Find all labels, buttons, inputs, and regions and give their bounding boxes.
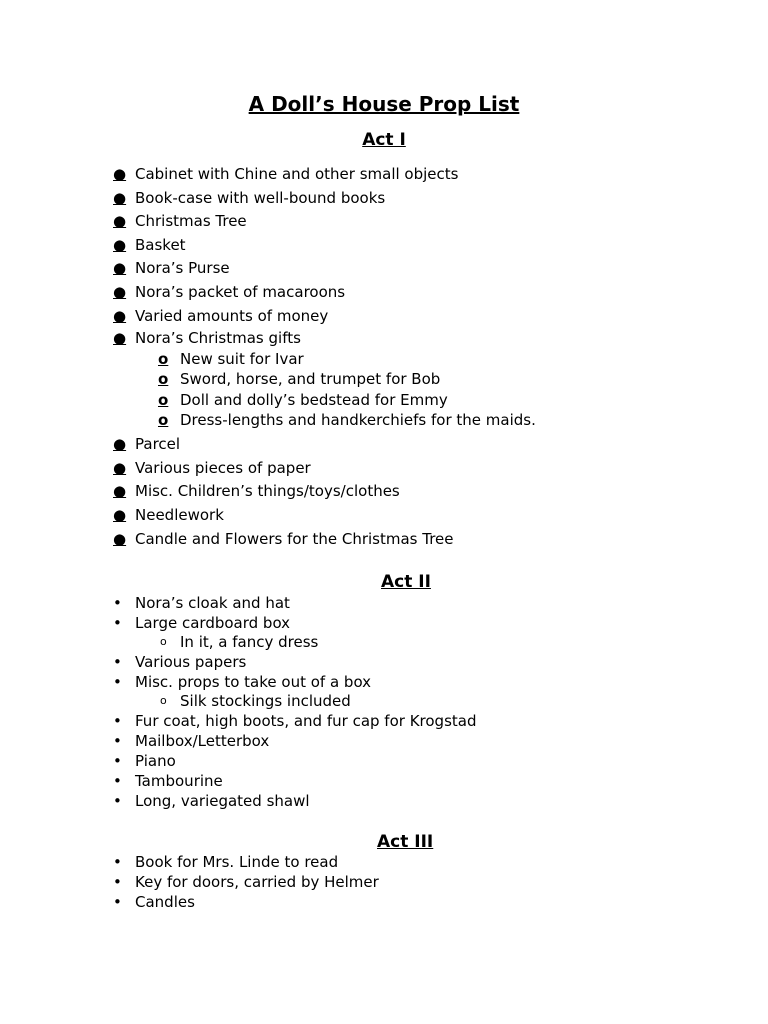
bullet-marker: ● bbox=[113, 329, 127, 348]
sub-item-text: Doll and dolly’s bedstead for Emmy bbox=[180, 390, 448, 409]
act-3-heading: Act III bbox=[377, 832, 434, 852]
circle-marker: o bbox=[158, 390, 169, 409]
list-item bbox=[0, 234, 536, 258]
bullet-marker: ● bbox=[113, 482, 127, 501]
act-3-prop-list bbox=[0, 852, 379, 912]
list-item-text: Nora’s Purse bbox=[135, 259, 230, 278]
list-item-text: Book-case with well-bound books bbox=[135, 188, 386, 207]
bullet-marker: ● bbox=[113, 259, 127, 278]
list-item: • Various papers bbox=[0, 652, 476, 672]
list-item-text: Parcel bbox=[135, 435, 181, 454]
list-item-text: Nora’s packet of macaroons bbox=[135, 282, 346, 301]
list-item bbox=[0, 504, 536, 528]
list-item bbox=[0, 328, 536, 349]
document-title: A Doll’s House Prop List bbox=[248, 92, 520, 116]
circle-marker: o bbox=[158, 411, 169, 430]
list-item-text: Cabinet with Chine and other small objects bbox=[135, 165, 459, 183]
list-item: • Book for Mrs. Linde to read bbox=[0, 852, 379, 872]
sub-item-text: Sword, horse, and trumpet for Bob bbox=[180, 370, 441, 389]
list-item-text: Various pieces of paper bbox=[135, 458, 311, 477]
bullet-marker: ● bbox=[113, 188, 127, 207]
bullet-marker: ● bbox=[113, 435, 127, 454]
sub-list-item bbox=[0, 410, 536, 433]
circle-marker: o bbox=[158, 349, 169, 368]
bullet-marker: ● bbox=[113, 235, 127, 254]
list-item: • Mailbox/Letterbox bbox=[0, 731, 476, 751]
bullet-marker: ● bbox=[113, 212, 127, 231]
list-item bbox=[0, 528, 536, 552]
list-item: • Nora’s cloak and hat bbox=[0, 593, 476, 613]
sub-list-item bbox=[0, 349, 536, 369]
list-item: • Key for doors, carried by Helmer bbox=[0, 872, 379, 892]
act-2-heading: Act II bbox=[381, 572, 431, 592]
bullet-marker: ● bbox=[113, 529, 127, 548]
sub-item-text: Dress-lengths and handkerchiefs for the maids. bbox=[180, 411, 536, 430]
list-item bbox=[0, 163, 536, 187]
list-item: • Tambourine bbox=[0, 771, 476, 791]
list-item-text: Misc. Children’s things/toys/clothes bbox=[135, 482, 400, 501]
list-item-text: Basket bbox=[135, 235, 186, 254]
list-item: • Candles bbox=[0, 892, 379, 912]
bullet-marker: ● bbox=[113, 306, 127, 325]
list-item bbox=[0, 457, 536, 481]
list-item bbox=[0, 305, 536, 329]
list-item: • Piano bbox=[0, 751, 476, 771]
list-item bbox=[0, 257, 536, 281]
list-item bbox=[0, 210, 536, 234]
list-item: • Fur coat, high boots, and fur cap for Krogstad bbox=[0, 711, 476, 731]
list-item bbox=[0, 433, 536, 457]
act-1-heading: Act I bbox=[362, 130, 406, 150]
list-item bbox=[0, 281, 536, 305]
act-1-prop-list bbox=[0, 163, 536, 551]
list-item: • Misc. props to take out of a box bbox=[0, 672, 476, 692]
sub-list-item bbox=[0, 369, 536, 389]
bullet-marker: ● bbox=[113, 282, 127, 301]
sub-list-item: o In it, a fancy dress bbox=[0, 633, 476, 652]
list-item-text: Christmas Tree bbox=[135, 212, 247, 231]
list-item-text: Nora’s Christmas gifts bbox=[135, 329, 301, 348]
list-item: • Long, variegated shawl bbox=[0, 791, 476, 811]
sub-item-text: New suit for Ivar bbox=[180, 349, 304, 368]
bullet-marker: ● bbox=[113, 458, 127, 477]
sub-list-item: o Silk stockings included bbox=[0, 692, 476, 711]
list-item-text: Varied amounts of money bbox=[135, 306, 329, 325]
bullet-marker: ● bbox=[113, 165, 127, 183]
list-item bbox=[0, 480, 536, 504]
list-item-text: Needlework bbox=[135, 505, 224, 524]
list-item: • Large cardboard box bbox=[0, 613, 476, 633]
bullet-marker: ● bbox=[113, 505, 127, 524]
list-item bbox=[0, 187, 536, 211]
circle-marker: o bbox=[158, 370, 169, 389]
sub-list-item bbox=[0, 390, 536, 410]
act-2-prop-list bbox=[0, 593, 476, 811]
list-item-text: Candle and Flowers for the Christmas Tree bbox=[135, 529, 454, 548]
